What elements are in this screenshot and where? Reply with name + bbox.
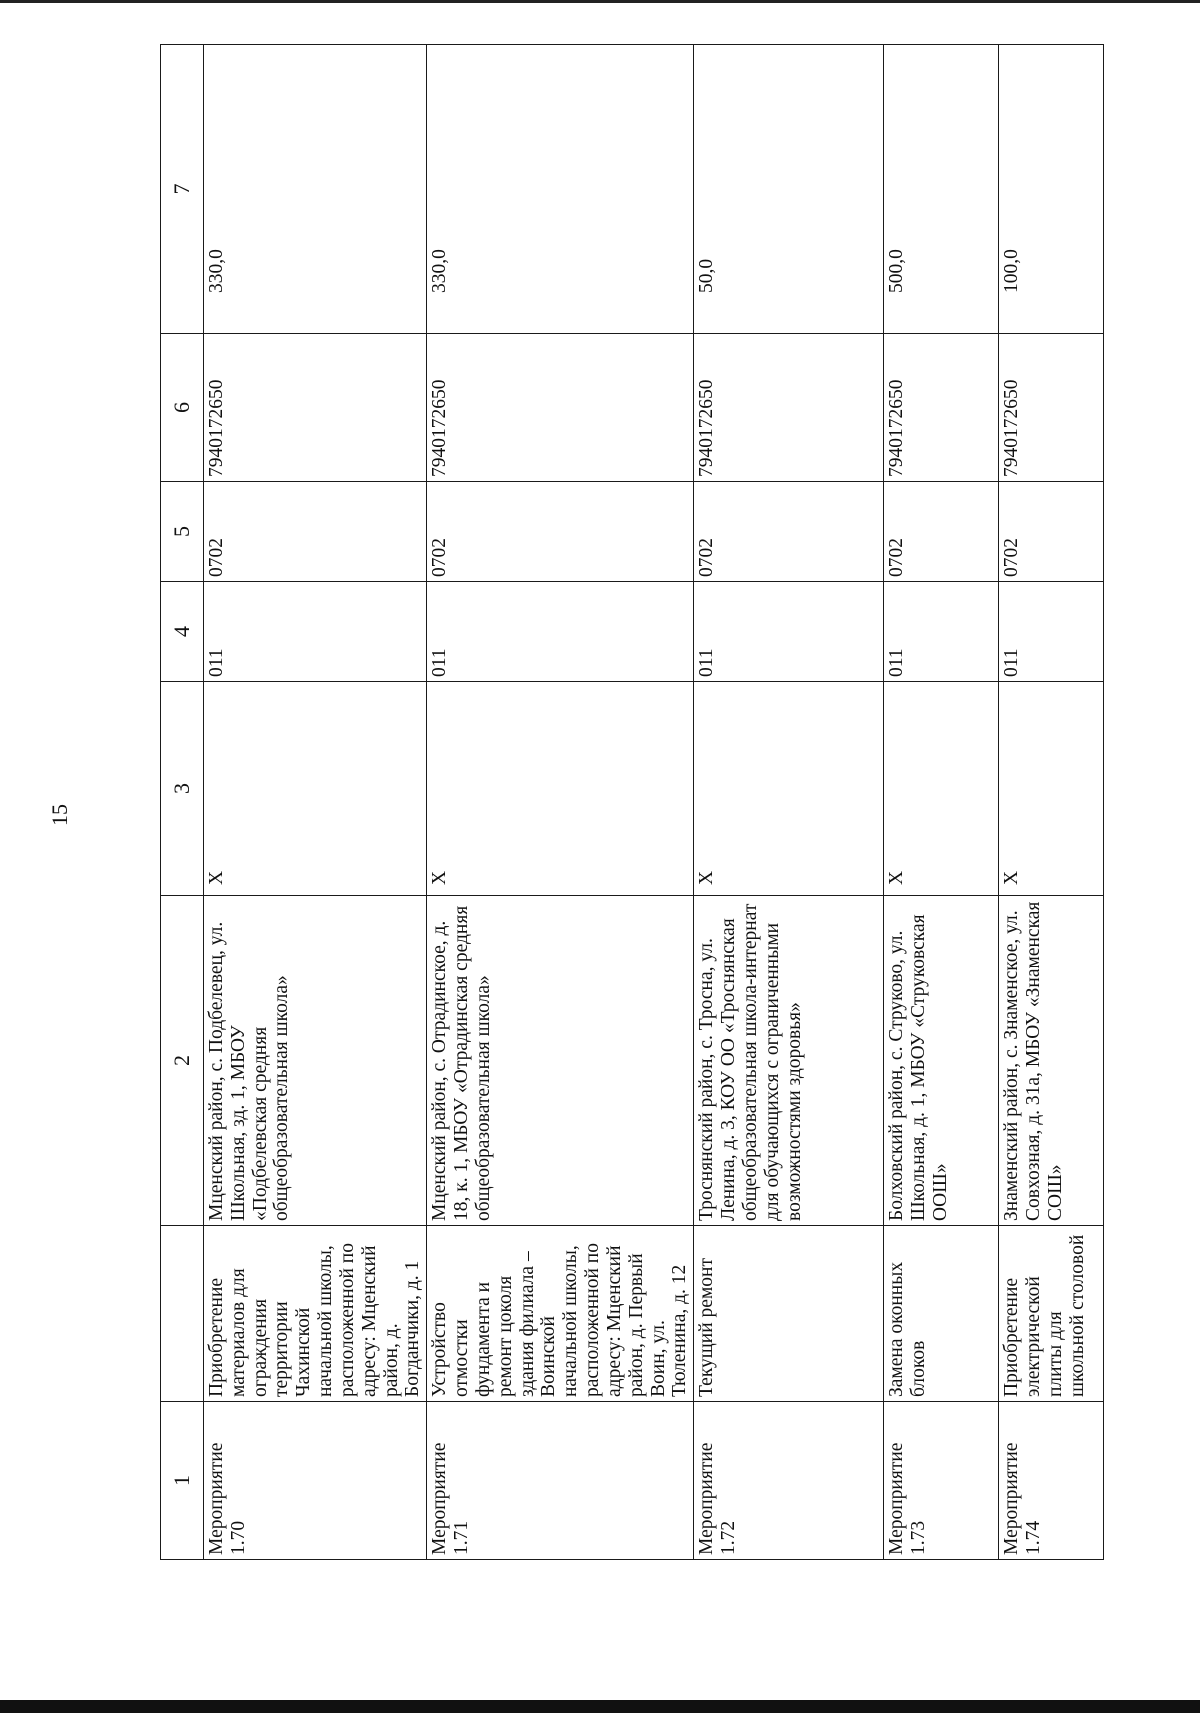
address-cell: Троснянский район, с. Тросна, ул. Ленина, д. 3, КОУ ОО «Троснянская общеобразовательная школа-интернат для обучающихся с ограниченными возможностями здоровья» (694, 896, 884, 1226)
col3-cell: Х (999, 682, 1104, 896)
address-cell: Мценский район, с. Отрадинское, д. 18, к. 1, МБОУ «Отрадинская средняя общеобразовательная школа» (427, 896, 694, 1226)
description-cell: Приобретение электрической плиты для школьной столовой (999, 1226, 1104, 1402)
header-cell: 4 (161, 582, 204, 682)
event-cell: Мероприятие 1.72 (694, 1402, 884, 1560)
address-cell: Болховский район, с. Струково, ул. Школьная, д. 1, МБОУ «Струковская ООШ» (884, 896, 999, 1226)
event-cell: Мероприятие 1.74 (999, 1402, 1104, 1560)
col4-cell: 011 (204, 582, 427, 682)
col5-cell: 0702 (204, 482, 427, 582)
event-cell: Мероприятие 1.70 (204, 1402, 427, 1560)
col7-cell: 330,0 (427, 45, 694, 334)
col6-cell: 7940172650 (884, 334, 999, 482)
header-cell: 1 (161, 1402, 204, 1560)
address-cell: Мценский район, с. Подбелевец, ул. Школьная, зд. 1, МБОУ «Подбелевская средняя общеобразовательная школа» (204, 896, 427, 1226)
col4-cell: 011 (999, 582, 1104, 682)
col3-cell: Х (884, 682, 999, 896)
event-cell: Мероприятие 1.71 (427, 1402, 694, 1560)
description-cell: Замена оконных блоков (884, 1226, 999, 1402)
page-number: 15 (47, 804, 72, 826)
col6-cell: 7940172650 (204, 334, 427, 482)
description-cell: Текущий ремонт (694, 1226, 884, 1402)
table-row (694, 45, 884, 1560)
description-cell: Устройство отмостки фундамента и ремонт цоколя здания филиала – Воинской начальной школы, расположенной по адресу: Мценский район, д. Первый Воин, ул. Тюленина, д. 12 (427, 1226, 694, 1402)
table-container (160, 45, 1088, 1560)
header-cell: 3 (161, 682, 204, 896)
col7-cell: 500,0 (884, 45, 999, 334)
top-scan-edge (0, 0, 1200, 3)
table-row (204, 45, 427, 1560)
table-row (999, 45, 1104, 1560)
col4-cell: 011 (694, 582, 884, 682)
header-cell: 7 (161, 45, 204, 334)
header-cell: 6 (161, 334, 204, 482)
col7-cell: 50,0 (694, 45, 884, 334)
col5-cell: 0702 (427, 482, 694, 582)
events-table (160, 44, 1104, 1560)
col6-cell: 7940172650 (427, 334, 694, 482)
col3-cell: Х (204, 682, 427, 896)
bottom-scan-edge (0, 1700, 1200, 1713)
col3-cell: Х (694, 682, 884, 896)
description-cell: Приобретение материалов для ограждения территории Чахинской начальной школы, расположенной по адресу: Мценский район, д. Богданчики, д. 1 (204, 1226, 427, 1402)
col5-cell: 0702 (884, 482, 999, 582)
header-cell: 5 (161, 482, 204, 582)
header-cell: 2 (161, 896, 204, 1226)
col3-cell: Х (427, 682, 694, 896)
table-row (884, 45, 999, 1560)
table-row (427, 45, 694, 1560)
event-cell: Мероприятие 1.73 (884, 1402, 999, 1560)
address-cell: Знаменский район, с. Знаменское, ул. Совхозная, д. 31а, МБОУ «Знаменская СОШ» (999, 896, 1104, 1226)
header-row (161, 45, 204, 1560)
header-cell (161, 1226, 204, 1402)
col6-cell: 7940172650 (999, 334, 1104, 482)
col5-cell: 0702 (999, 482, 1104, 582)
col7-cell: 100,0 (999, 45, 1104, 334)
col5-cell: 0702 (694, 482, 884, 582)
col7-cell: 330,0 (204, 45, 427, 334)
col6-cell: 7940172650 (694, 334, 884, 482)
col4-cell: 011 (427, 582, 694, 682)
col4-cell: 011 (884, 582, 999, 682)
